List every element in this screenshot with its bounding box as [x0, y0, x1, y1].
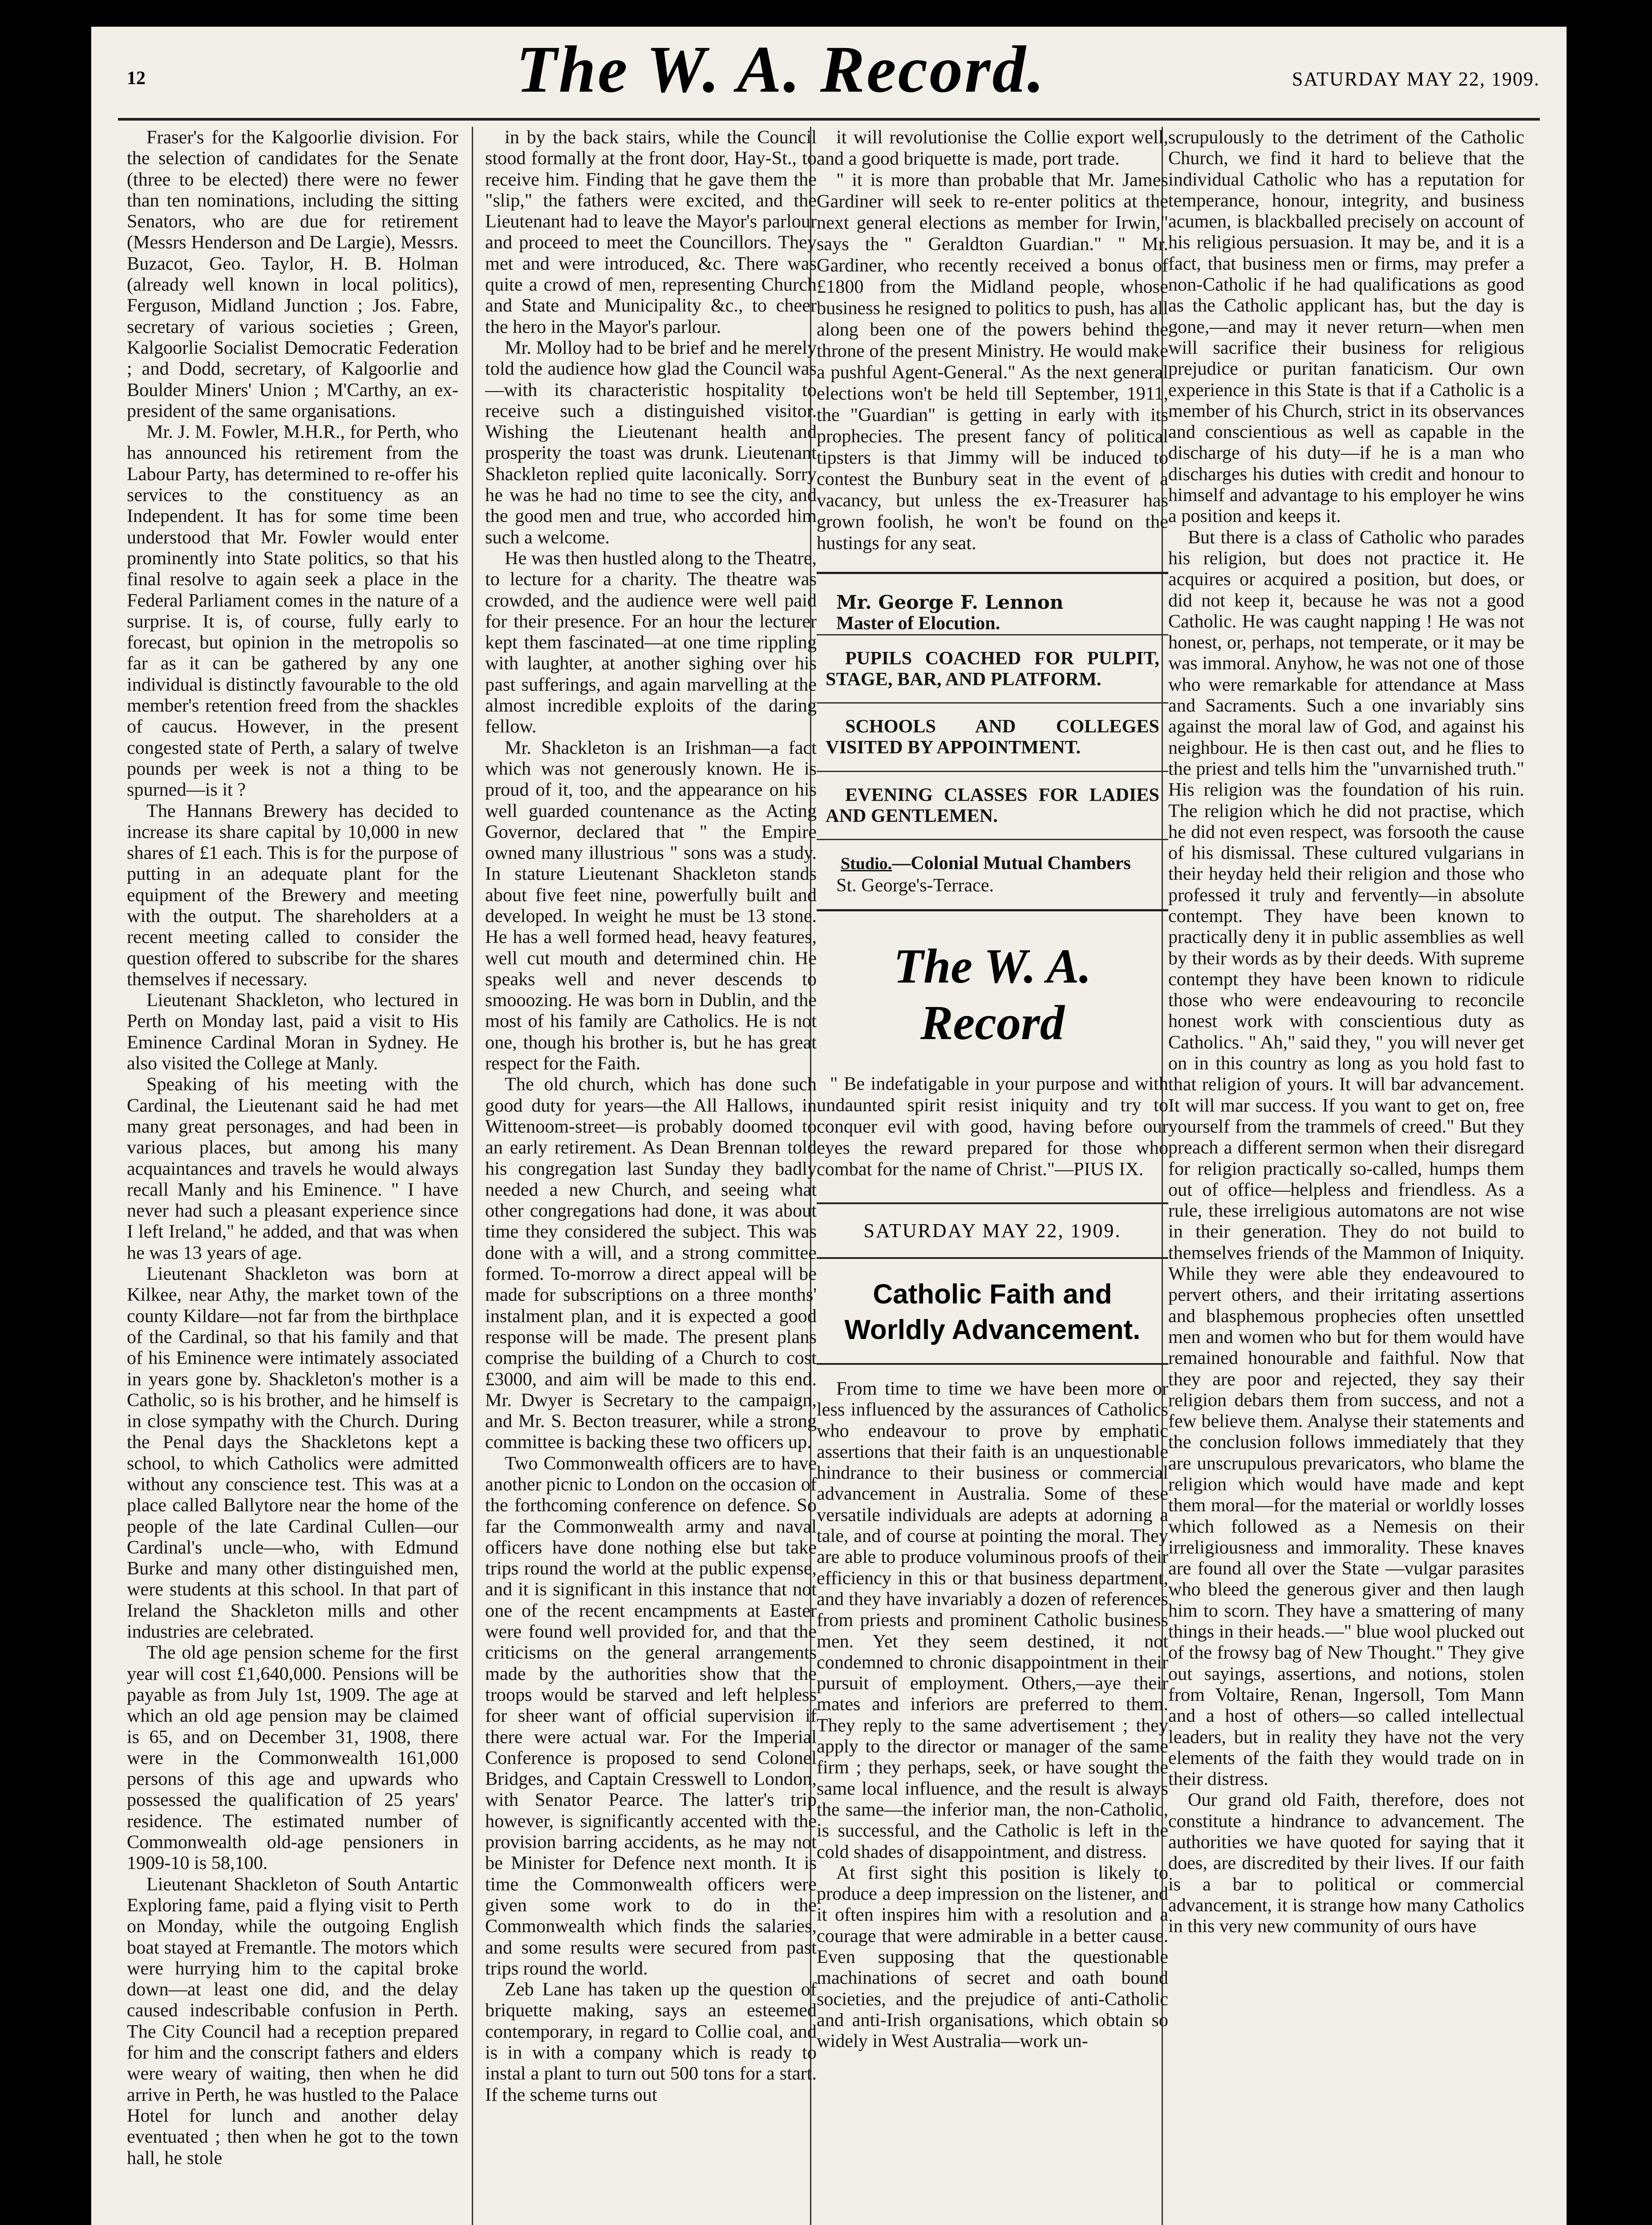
- page-number: 12: [127, 68, 146, 89]
- column-divider: [472, 127, 473, 2225]
- news-paragraph: Fraser's for the Kalgoorlie division. For the selection of candidates for the Senate (three to be elected) there were no fewer than ten nominations, including the sitting Senators, who are due for retirement (Messrs Henderson and De Largie), Messrs. Buzacot, Geo. Taylor, H. B. Holman (already well known in local politics), Ferguson, Midland Junction ; Jos. Fabre, secretary of various societies ; Green, Kalgoorlie Socialist Democratic Federation ; and Dodd, secretary, of Kalgoorlie and Boulder Miners' Union ; M'Carthy, an ex-president of the same organisations.: [127, 127, 458, 421]
- headline-line: Catholic Faith and: [873, 1278, 1112, 1310]
- issue-date: SATURDAY MAY 22, 1909.: [1292, 68, 1540, 90]
- news-paragraph: Lieutenant Shackleton, who lectured in Perth on Monday last, paid a visit to His Eminence Cardinal Moran in Sydney. He also visited the College at Manly.: [127, 990, 458, 1074]
- advert-line: SCHOOLS AND COLLEGES VISITED BY APPOINTMENT.: [817, 702, 1168, 771]
- news-paragraph: it will revolutionise the Collie export well, and a good briquette is made, port trade.: [817, 127, 1168, 169]
- advert-subtitle: Master of Elocution.: [836, 613, 1000, 634]
- column-4: [1168, 127, 1524, 2225]
- editorial-paragraph: At first sight this position is likely to produce a deep impression on the listener, and it often inspires him with a resolution and a courage that were admirable in a better cause. Even supposing that the questionable machinations of secret and oath bound societies, and the prejudice of anti-Catholic and anti-Irish organisations, which obtain so widely in West Australia—work un-: [817, 1862, 1168, 2052]
- news-paragraph: The Hannans Brewery has decided to increase its share capital by 10,000 in new shares of £1 each. This is for the purpose of putting in an adequate plant for the equipment of the Brewery and meeting with the output. The shareholders at a recent meeting called to consider the question offered to subscribe for the shares themselves if necessary.: [127, 800, 458, 990]
- editorial-motto: [817, 1073, 1168, 1180]
- newspaper-title: The W. A. Record.: [516, 32, 1046, 106]
- advert-line: PUPILS COACHED FOR PULPIT, STAGE, BAR, AND PLATFORM.: [817, 634, 1168, 703]
- news-paragraph: Lieutenant Shackleton of South Antartic Exploring fame, paid a flying visit to Perth on Monday, while the outgoing English boat stayed at Fremantle. The motors which were hurrying him to the capital broke down—at least one did, and the delay caused indescribable confusion in Perth. The City Council had a reception prepared for him and the conscript fathers and elders were weary of waiting, then when he did arrive in Perth, he was hustled to the Palace Hotel for lunch and another delay eventuated ; then when he got to the town hall, he stole: [127, 1873, 458, 2168]
- news-paragraph: Speaking of his meeting with the Cardinal, the Lieutenant said he had met many great personages, and had been in various places, but among his many acquaintances and travels he would always recall Manly and his Eminence. " I have never had such a pleasant experience since I left Ireland," he added, and that was when he was 13 years of age.: [127, 1074, 458, 1263]
- advert-studio: [817, 839, 1168, 874]
- column-2: [485, 127, 817, 2225]
- studio-place: —Colonial Mutual Chambers: [892, 853, 1131, 874]
- editorial-headline: [817, 1277, 1168, 1365]
- news-paragraph: The old age pension scheme for the first year will cost £1,640,000. Pensions will be payable as from July 1st, 1909. The age at which an old age pension may be claimed is 65, and on December 31, 1908, there were in the Commonwealth 161,000 persons of this age and upwards who possessed the qualification of 25 years' residence. The estimated number of Commonwealth old-age pensioners in 1909-10 is 58,100.: [127, 1642, 458, 1874]
- record-logo: The W. A. Record: [893, 939, 1092, 1050]
- masthead: [91, 27, 1567, 116]
- column-3-news: [817, 127, 1168, 554]
- news-paragraph: Zeb Lane has taken up the question of briquette making, says an esteemed contemporary, in regard to Collie coal, and is in with a company which is ready to instal a plant to turn out 500 tons for a start. If the scheme turns out: [485, 1979, 817, 2105]
- editorial-date: SATURDAY MAY 22, 1909.: [817, 1202, 1168, 1259]
- editorial-paragraph: scrupulously to the detriment of the Catholic Church, we find it hard to believe that the individual Catholic who has a reputation for temperance, honour, integrity, and business acumen, is blackballed precisely on account of his religious persuasion. It may be, and it is a fact, that business men or firms, may prefer a non-Catholic if he had qualifications as good as the Catholic applicant has, but the day is gone,—and may it never return—when men will sacrifice their business for religious prejudice or puritan fanaticism. Our own experience in this State is that if a Catholic is a member of his Church, strict in its observances and conscientious as well as capable in the discharge of his duty—if he is a man who discharges his duties with credit and honour to himself and advantage to his employer he wins a position and keeps it.: [1168, 127, 1524, 527]
- column-1: [127, 127, 458, 2225]
- paper-sheet: [91, 27, 1567, 2225]
- headline-line: Worldly Advancement.: [844, 1314, 1141, 1345]
- news-paragraph: Lieutenant Shackleton was born at Kilkee, near Athy, the market town of the county Kildare—not far from the birthplace of the Cardinal, so that his family and that of his Eminence were intimately associated in years gone by. Shackleton's mother is a Catholic, so is his brother, and he himself is in close sympathy with the Church. During the Penal days the Shackletons kept a school, to which Catholics were admitted without any conscience test. This was at a place called Ballytore near the home of the people of the late Cardinal Cullen—our Cardinal's uncle—who, with Edmund Burke and many other distinguished men, were students at this school. In that part of Ireland the Shackleton mills and other industries are celebrated.: [127, 1263, 458, 1642]
- news-paragraph: The old church, which has done such good duty for years—the All Hallows, in Wittenoom-street—is probably doomed to an early retirement. As Dean Brennan told his congregation last Sunday they badly needed a new Church, and seeing what other congregations had done, it was about time they considered the subject. This was done with a will, and a strong committee formed. To-morrow a direct appeal will be made for subscriptions on a three months' instalment plan, and it is expected a good response will be made. The present plans comprise the building of a Church to cost £3000, and aim will be made to this end. Mr. Dwyer is Secretary to the campaign, and Mr. S. Becton treasurer, while a strong committee is backing these two officers up.: [485, 1074, 817, 1453]
- editorial-paragraph: Our grand old Faith, therefore, does not constitute a hindrance to advancement. The authorities we have quoted for saying that it does, are discredited by their lives. If our faith is a bar to political or commercial advancement, it is strange how many Catholics in this very new community of ours have: [1168, 1789, 1524, 1937]
- advert-line: EVENING CLASSES FOR LADIES AND GENTLEMEN.: [817, 771, 1168, 839]
- news-paragraph: Two Commonwealth officers are to have another picnic to London on the occasion of the forthcoming conference on defence. So far the Commonwealth army and naval officers have done nothing else but take trips round the world at the public expense, and it is significant in this instance that not one of the recent encampments at Easter were found well provided for, and that the criticisms on the general arrangements made by the authorities show that the troops would be starved and left helpless for sheer want of official supervision if there were actual war. For the Imperial Conference is proposed to send Colonel Bridges, and Captain Cresswell to London, with Senator Pearce. The latter's trip however, is significantly accented with the provision barring accidents, as he may not be Minister for Defence next month. It is time the Commonwealth officers were given some work to do in the Commonwealth which finds the salaries, and some results were secured from past trips round the world.: [485, 1452, 817, 1979]
- advert-name: Mr. George F. Lennon: [836, 591, 1064, 613]
- masthead-rule: [118, 118, 1540, 121]
- news-paragraph: Mr. Shackleton is an Irishman—a fact which was not generously known. He is proud of it, too, and the appearance on his well guarded countenance as the Acting Governor, declared that " the Empire owned many illustrious " sons was a study. In stature Lieutenant Shackleton stands about five feet nine, powerfully built and developed. In weight he must be 13 stone. He has a well formed head, heavy features, well cut mouth and determined chin. He speaks well and never descends to smooozing. He was born in Dublin, and the most of his family are Catholics. He is not one, though his brother is, but he has great respect for the Faith.: [485, 737, 817, 1074]
- studio-label: Studio.: [841, 854, 892, 874]
- news-paragraph: Mr. J. M. Fowler, M.H.R., for Perth, who has announced his retirement from the Labour Party, has determined to re-offer his services to the constituency as an Independent. It has for some time been understood that Mr. Fowler would enter prominently into State politics, so that his final resolve to again seek a place in the Federal Parliament comes in the nature of a surprise. It is, of course, fully early to forecast, but opinion in the metropolis so far as it can be gathered by any one individual is distinctly favourable to the old member's retention freed from the shackles of caucus. However, in the present congested state of Perth, a salary of twelve pounds per week is not a thing to be spurned—is it ?: [127, 421, 458, 801]
- news-paragraph: in by the back stairs, while the Council stood formally at the front door, Hay-St., to receive him. Finding that he gave them the "slip," the fathers were excited, and the Lieutenant had to leave the Mayor's parlour and proceed to meet the Councillors. They met and were introduced, &c. There was quite a crowd of men, representing Church and State and Municipality &c., to cheer the hero in the Mayor's parlour.: [485, 127, 817, 337]
- motto-quote: " Be indefatigable in your purpose and with undaunted spirit resist iniquity and try to conquer evil with good, having before our eyes the reward prepared for those who combat for the name of Christ."—PIUS IX.: [817, 1073, 1168, 1180]
- advert-street: St. George's-Terrace.: [836, 874, 994, 896]
- editorial-paragraph: But there is a class of Catholic who parades his religion, but does not practice it. He acquires or acquired a position, but does, or did not keep it, because he was not a good Catholic. He was caught napping ! He was not honest, or, perhaps, not temperate, or it may be was immoral. Anyhow, he was not one of those who were remarkable for attendance at Mass and Sacraments. Such a one invariably sins against the moral law of God, and against his neighbour. He is then cast out, and he flies to the priest and tells him the "unvarnished truth." His religion was the foundation of his ruin. The religion which he did not practise, which he did not even respect, was forsooth the cause of his dismissal. These cultured vulgarians in their heyday held their religion and those who professed it truly and fervently—in absolute contempt. They have been known to practically deny it in public assemblies as well by their words as by their deeds. With supreme contempt they have been known to ridicule those who were endeavouring to reconcile honest work with conscientious duty as Catholics. " Ah," said they, " you will never get on in this country as long as you hold fast to that religion of yours. It will bar advancement. It will mar success. If you want to get on, free yourself from the trammels of creed." But they preach a different sermon when their disregard for religion practically so-called, humps them out of office—helpless and friendless. As a rule, these irreligious automatons are not wise in their generation. They do not build to themselves friends of the Mammon of Iniquity. While they were able they endeavoured to pervert others, and their irritating assertions and blasphemous prophecies often unsettled men and women who but for them would have remained honourable and faithful. Now that they are poor and rejected, they say their religion debars them from success, and not a few believe them. Analyse their statements and the conclusion follows immediately that they are unscrupulous prevaricators, who blame the religion which would have made and kept them moral—for the material or worldly losses which followed as a Nemesis on their irreligiousness and immorality. These knaves are found all over the State —vulgar parasites who bleed the generous giver and then laugh him to scorn. They have a smattering of many things in their heads.—" blue wool plucked out of the frowsy bag of New Thought." They give out sayings, assertions, and notions, stolen from Voltaire, Renan, Ingersoll, Tom Mann and a host of others—so called intellectual leaders, but in reality they have not the very elements of the faith they would trade on in their distress.: [1168, 526, 1524, 1790]
- column-3: [817, 127, 1168, 2225]
- elocution-advertisement: [817, 572, 1168, 911]
- news-paragraph: " it is more than probable that Mr. James Gardiner will seek to re-enter politics at the next general elections as member for Irwin," says the " Geraldton Guardian." " Mr. Gardiner, who recently received a bonus of £1800 from the Midland people, whose business he resigned to politics to push, has all along been one of the powers behind the throne of the present Ministry. He would make a pushful Agent-General." As the next general elections won't be held till September, 1911, the "Guardian" is getting in early with its prophecies. The present fancy of political tipsters is that Jimmy will be induced to contest the Bunbury seat in the event of a vacancy, but unless the ex-Treasurer has grown foolish, he won't be found on the hustings for any seat.: [817, 170, 1168, 554]
- news-paragraph: He was then hustled along to the Theatre, to lecture for a charity. The theatre was crowded, and the audience were well paid for their presence. For an hour the lecturer kept them fascinated—at one time rippling with laughter, at another sighing over his past sufferings, and again marvelling at the almost incredible exploits of the daring fellow.: [485, 547, 817, 737]
- editorial-paragraph: From time to time we have been more or less influenced by the assurances of Catholics who endeavour to prove by emphatic assertions that their faith is an unquestionable hindrance to their business or commercial advancement in Australia. Some of these versatile individuals are adepts at adorning a tale, and of course at pointing the moral. They are able to produce voluminous proofs of their efficiency in this or that business department, and they have invariably a dozen of references from priests and prominent Catholic business men. Yet they seem destined, it not condemned to chronic disappointment in their pursuit of employment. Others,—aye their mates and inferiors are preferred to them. They reply to the same advertisement ; they apply to the director or manager of the same firm ; they perhaps, seek, or have sought the same local influence, and the result is always the same—the inferior man, the non-Catholic, is successful, and the Catholic is left in the cold shades of disappointment, and distress.: [817, 1378, 1168, 1862]
- news-paragraph: Mr. Molloy had to be brief and he merely told the audience how glad the Council was—with its characteristic hospitality to receive such a distinguished visitor. Wishing the Lieutenant health and prosperity the toast was drunk. Lieutenant Shackleton replied quite laconically. Sorry he was he had no time to see the city, and the good men and true, who accorded him such a welcome.: [485, 337, 817, 548]
